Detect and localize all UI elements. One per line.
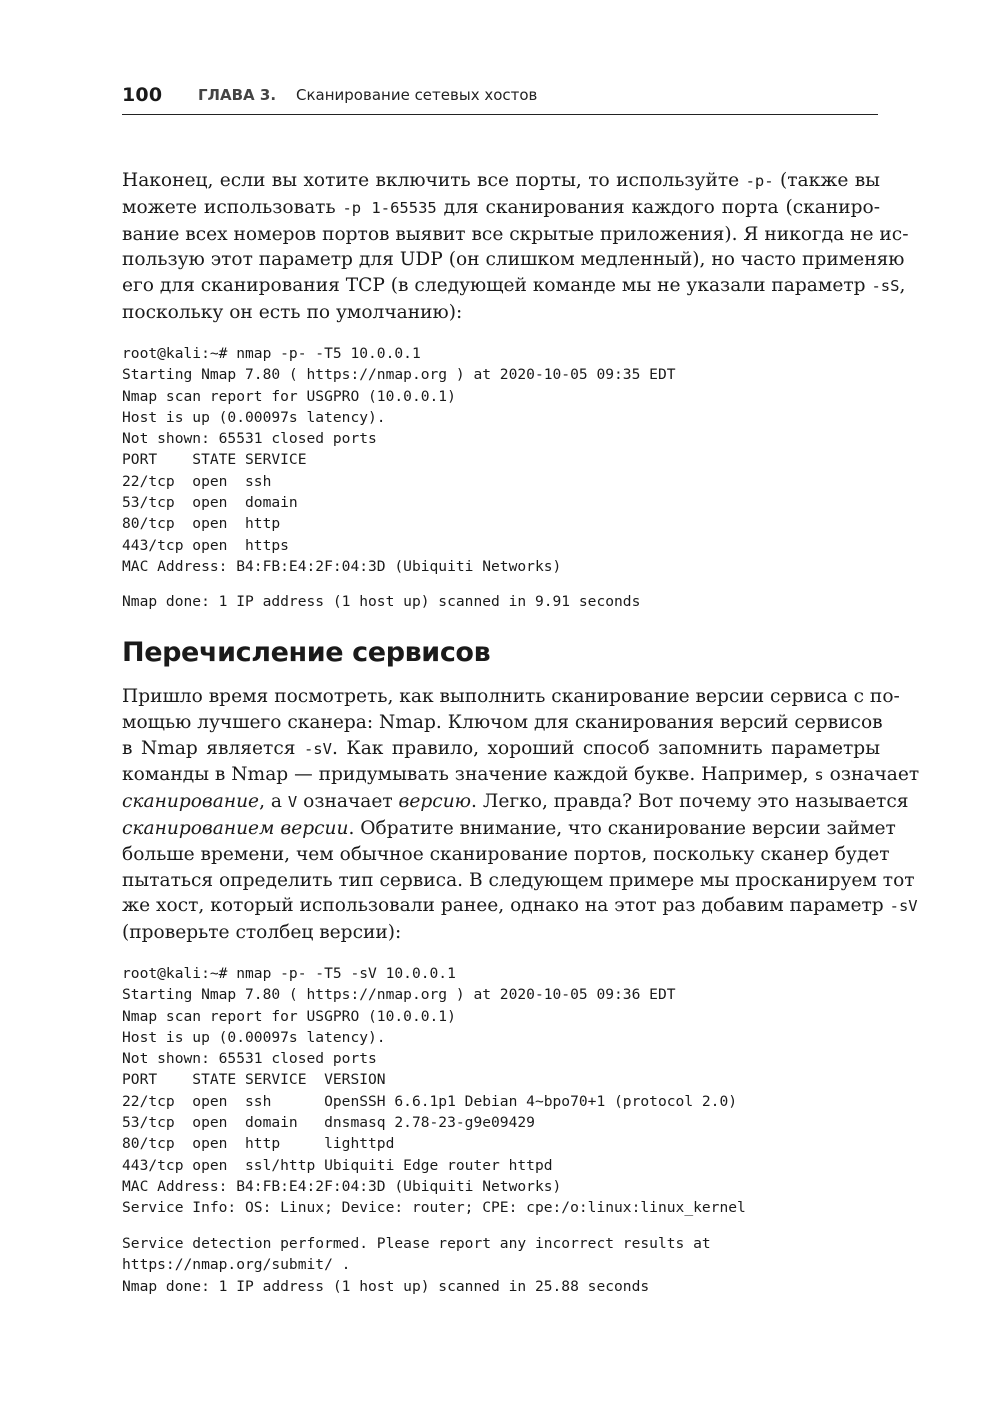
inline-code: -p 1-65535: [342, 198, 437, 217]
text-line: команды в Nmap — придумывать значение каждой букве. Например, s означает: [122, 764, 920, 786]
italic-text: сканированием версии: [122, 817, 349, 839]
text-line: больше времени, чем обычное сканирование портов, поскольку сканер будет: [122, 843, 890, 865]
code-line: PORT STATE SERVICE VERSION: [122, 1071, 386, 1089]
inline-code: -sS: [871, 277, 900, 296]
code-line: Nmap done: 1 IP address (1 host up) scanned in 25.88 seconds: [122, 1277, 650, 1295]
code-line: Nmap scan report for USGPRO (10.0.0.1): [122, 387, 456, 405]
text-line: можете использовать -p 1-65535 для сканирования каждого порта (сканиро-: [122, 196, 880, 218]
code-line: Starting Nmap 7.80 ( https://nmap.org ) at 2020-10-05 09:35 EDT: [122, 366, 676, 384]
inline-code: -p-: [745, 172, 774, 190]
code-line: 53/tcp open domain dnsmasq 2.78-23-g9e09429: [122, 1114, 535, 1132]
code-line: Service Info: OS: Linux; Device: router; CPE: cpe:/o:linux:linux_kernel: [122, 1199, 746, 1217]
code-line: 22/tcp open ssh: [122, 472, 272, 490]
text-line: же хост, который использовали ранее, однако на этот раз добавим параметр -sV: [122, 895, 918, 917]
text-line: вание всех номеров портов выявит все скрытые приложения). Я никогда не ис-: [122, 223, 909, 245]
paragraph-all-ports: [122, 168, 909, 326]
code-line: root@kali:~# nmap -p- -T5 -sV 10.0.0.1: [122, 965, 456, 982]
code-block-version-scan-tail: [122, 1233, 711, 1297]
code-line: Service detection performed. Please report any incorrect results at: [122, 1235, 711, 1252]
inline-code: -sV: [889, 897, 918, 916]
code-block-port-scan: [122, 343, 676, 577]
code-line: 80/tcp open http lighttpd: [122, 1135, 395, 1153]
code-block-port-scan-done: [122, 591, 640, 612]
code-line: 22/tcp open ssh OpenSSH 6.6.1p1 Debian 4~bpo70+1 (protocol 2.0): [122, 1092, 738, 1110]
code-line: Starting Nmap 7.80 ( https://nmap.org ) at 2020-10-05 09:36 EDT: [122, 986, 676, 1004]
code-line: 80/tcp open http: [122, 515, 281, 533]
code-line: Nmap scan report for USGPRO (10.0.0.1): [122, 1007, 456, 1025]
code-line: https://nmap.org/submit/ .: [122, 1256, 351, 1274]
text-line: сканированием версии. Обратите внимание, что сканирование версии займет: [122, 817, 896, 839]
code-line: MAC Address: B4:FB:E4:2F:04:3D (Ubiquiti Networks): [122, 557, 562, 575]
code-line: Not shown: 65531 closed ports: [122, 430, 377, 448]
text-line: пользую этот параметр для UDP (он слишком медленный), но часто применяю: [122, 249, 905, 271]
code-line: Nmap done: 1 IP address (1 host up) scanned in 9.91 seconds: [122, 593, 641, 610]
code-line: Host is up (0.00097s latency).: [122, 1028, 386, 1046]
code-line: Host is up (0.00097s latency).: [122, 408, 386, 426]
section-heading: Перечисление сервисов: [122, 637, 491, 668]
inline-code: s: [814, 766, 824, 785]
italic-text: сканирование: [122, 791, 260, 813]
chapter-label: ГЛАВА 3.: [198, 86, 277, 104]
text-line: (проверьте столбец версии):: [122, 922, 402, 944]
text-line: в Nmap является -sV. Как правило, хороший способ запомнить параметры: [122, 737, 880, 759]
text-line: мощью лучшего сканера: Nmap. Ключом для сканирования версий сервисов: [122, 711, 883, 733]
code-line: 443/tcp open ssl/http Ubiquiti Edge router httpd: [122, 1156, 553, 1174]
text-line: сканирование, а V означает версию. Легко, правда? Вот почему это называется: [122, 791, 909, 813]
code-line: 53/tcp open domain: [122, 494, 298, 512]
chapter-title: Сканирование сетевых хостов: [296, 86, 538, 104]
running-header: [122, 84, 878, 115]
italic-text: версию: [398, 791, 472, 813]
code-line: Not shown: 65531 closed ports: [122, 1050, 377, 1068]
code-line: MAC Address: B4:FB:E4:2F:04:3D (Ubiquiti Networks): [122, 1177, 562, 1195]
inline-code: V: [287, 793, 298, 812]
page-number: 100: [122, 84, 163, 106]
code-line: PORT STATE SERVICE: [122, 451, 307, 469]
inline-code: -sV: [303, 739, 332, 758]
text-line: поскольку он есть по умолчанию):: [122, 301, 463, 323]
text-line: Наконец, если вы хотите включить все порты, то используйте -p- (также вы: [122, 170, 880, 191]
code-line: root@kali:~# nmap -p- -T5 10.0.0.1: [122, 345, 421, 362]
text-line: Пришло время посмотреть, как выполнить сканирование версии сервиса с по-: [122, 686, 900, 707]
paragraph-service-enumeration: [122, 684, 920, 946]
code-block-version-scan: [122, 963, 746, 1219]
code-line: 443/tcp open https: [122, 536, 289, 554]
text-line: пытаться определить тип сервиса. В следующем примере мы просканируем тот: [122, 869, 915, 891]
text-line: его для сканирования TCP (в следующей команде мы не указали параметр -sS,: [122, 275, 906, 297]
